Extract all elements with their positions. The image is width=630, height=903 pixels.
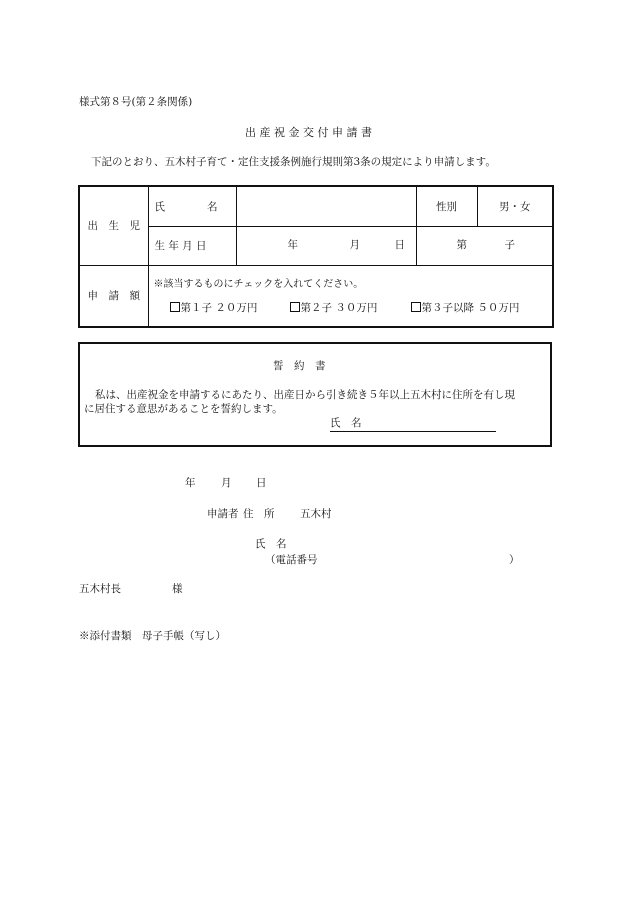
option-third-child[interactable]: 第３子以降 ５０万円 [411, 302, 520, 314]
phone-close: ） [509, 554, 520, 566]
pledge-body-line2: に居住する意思があることを誓約します。 [84, 403, 283, 415]
amount-note: ※該当するものにチェックを入れてください。 [153, 278, 364, 290]
checkbox-icon[interactable] [170, 302, 180, 312]
applicant-name-label: 氏 名 [255, 538, 287, 550]
applicant-label: 申請者 [207, 508, 239, 520]
document-title: 出 産 祝 金 交 付 申 請 書 [245, 126, 372, 139]
option-second-child[interactable]: 第２子 ３０万円 [290, 302, 378, 314]
dob-day-label: 日 [394, 238, 405, 251]
form-number: 様式第８号(第２条関係) [79, 96, 193, 108]
recipient-honorific: 様 [172, 583, 183, 595]
dob-month-label: 月 [349, 238, 360, 251]
date-year-label: 年 [185, 477, 196, 489]
birth-order-prefix: 第 [456, 238, 467, 251]
pledge-box [78, 342, 552, 447]
option-first-child[interactable]: 第１子 ２０万円 [170, 302, 258, 314]
child-name-field[interactable] [236, 186, 416, 226]
name-label: 氏 名 [148, 186, 236, 226]
gender-label: 性別 [416, 186, 477, 226]
phone-label: （電話番号 [265, 554, 318, 566]
pledge-name-label: 氏 名 [330, 417, 362, 429]
recipient-name: 五木村長 [79, 583, 121, 595]
address-label: 住 所 [243, 508, 275, 520]
checkbox-icon[interactable] [290, 302, 300, 312]
gender-options[interactable]: 男・女 [477, 186, 553, 226]
pledge-name-line[interactable] [330, 431, 496, 432]
attachment-note: ※添付書類 母子手帳（写し） [79, 630, 226, 642]
pledge-title: 誓 約 書 [273, 360, 326, 372]
dob-label: 生 年 月 日 [148, 226, 236, 265]
dob-field[interactable] [236, 226, 416, 265]
checkbox-icon[interactable] [411, 302, 421, 312]
intro-text: 下記のとおり、五木村子育て・定住支援条例施行規則第3条の規定により申請します。 [91, 156, 496, 168]
date-month-label: 月 [221, 477, 232, 489]
address-value[interactable]: 五木村 [300, 508, 332, 520]
birth-child-label: 出 生 児 [79, 186, 148, 265]
date-day-label: 日 [256, 477, 267, 489]
amount-label: 申 請 額 [79, 265, 148, 327]
application-table [78, 185, 554, 328]
birth-order-suffix: 子 [504, 238, 515, 251]
pledge-body-line1: 私は、出産祝金を申請するにあたり、出産日から引き続き５年以上五木村に住所を有し現 [95, 389, 515, 401]
amount-options-cell [148, 265, 553, 327]
birth-order-field[interactable] [416, 226, 553, 265]
dob-year-label: 年 [287, 238, 298, 251]
